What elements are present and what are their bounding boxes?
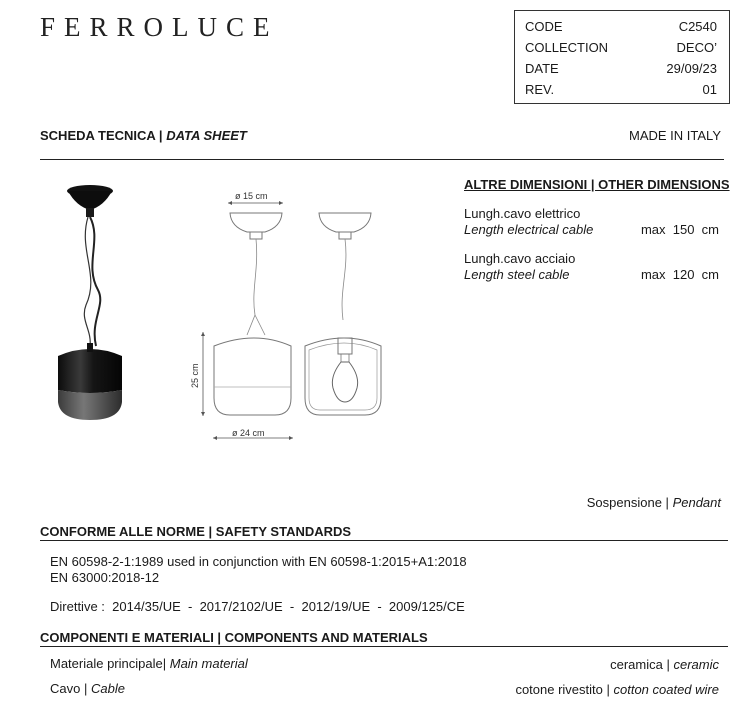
component-value-material [610,657,719,672]
component-label-it: Materiale principale| [50,656,167,671]
info-value: 29/09/23 [666,61,717,76]
standards-title: CONFORME ALLE NORME | SAFETY STANDARDS [40,524,352,539]
component-row-cable [50,681,125,696]
component-value-cable [515,682,719,697]
info-label: REV. [525,82,555,97]
dim-item-steel-label-it: Lungh.cavo acciaio [464,251,576,266]
product-type [587,495,721,510]
info-value: DECO’ [676,40,717,55]
data-sheet-title [40,128,247,143]
component-value-en: ceramic [673,657,719,672]
dim-bottom-label: ø 24 cm [232,428,265,438]
dim-item-electrical-label-en: Length electrical cable [464,222,594,237]
technical-drawing [185,180,395,445]
info-row-code [525,19,717,34]
info-label: DATE [525,61,559,76]
component-row-material [50,656,248,671]
dim-item-steel-label-en: Length steel cable [464,267,570,282]
component-value-it: cotone rivestito | [515,682,610,697]
info-label: CODE [525,19,563,34]
info-label: COLLECTION [525,40,609,55]
type-en: Pendant [672,495,721,510]
directives: Direttive : 2014/35/UE - 2017/2102/UE - 2012/19/UE - 2009/125/CE [50,599,465,614]
components-title: COMPONENTI E MATERIALI | COMPONENTS AND MATERIALS [40,630,428,645]
info-value: 01 [702,82,717,97]
divider [40,540,728,541]
divider [40,159,724,160]
dim-height-label: 25 cm [190,363,200,388]
dim-top-label: ø 15 cm [235,191,268,201]
standard-line-2: EN 63000:2018-12 [50,570,160,585]
dim-item-steel-value: max 120 cm [640,267,719,282]
component-label-en: Main material [169,656,248,671]
standard-line-1: EN 60598-2-1:1989 used in conjunction with EN 60598-1:2015+A1:2018 [50,554,467,569]
component-label-it: Cavo | [50,681,88,696]
dim-item-electrical-value: max 150 cm [640,222,719,237]
component-label-en: Cable [90,681,125,696]
info-row-date [525,61,717,76]
type-it: Sospensione | [586,495,669,510]
title-it: SCHEDA TECNICA | [40,128,163,143]
other-dimensions-title: ALTRE DIMENSIONI | OTHER DIMENSIONS [464,177,730,192]
component-value-it: ceramica | [610,657,670,672]
divider [40,646,728,647]
title-en: DATA SHEET [166,128,247,143]
made-in-italy: MADE IN ITALY [629,128,721,143]
info-value: C2540 [678,19,717,34]
info-row-collection [525,40,717,55]
component-value-en: cotton coated wire [613,682,719,697]
lamp-photo [40,180,140,420]
brand-logo: FERROLUCE [40,12,279,42]
dim-item-electrical-label-it: Lungh.cavo elettrico [464,206,581,221]
info-box [514,10,730,104]
info-row-rev [525,82,717,97]
